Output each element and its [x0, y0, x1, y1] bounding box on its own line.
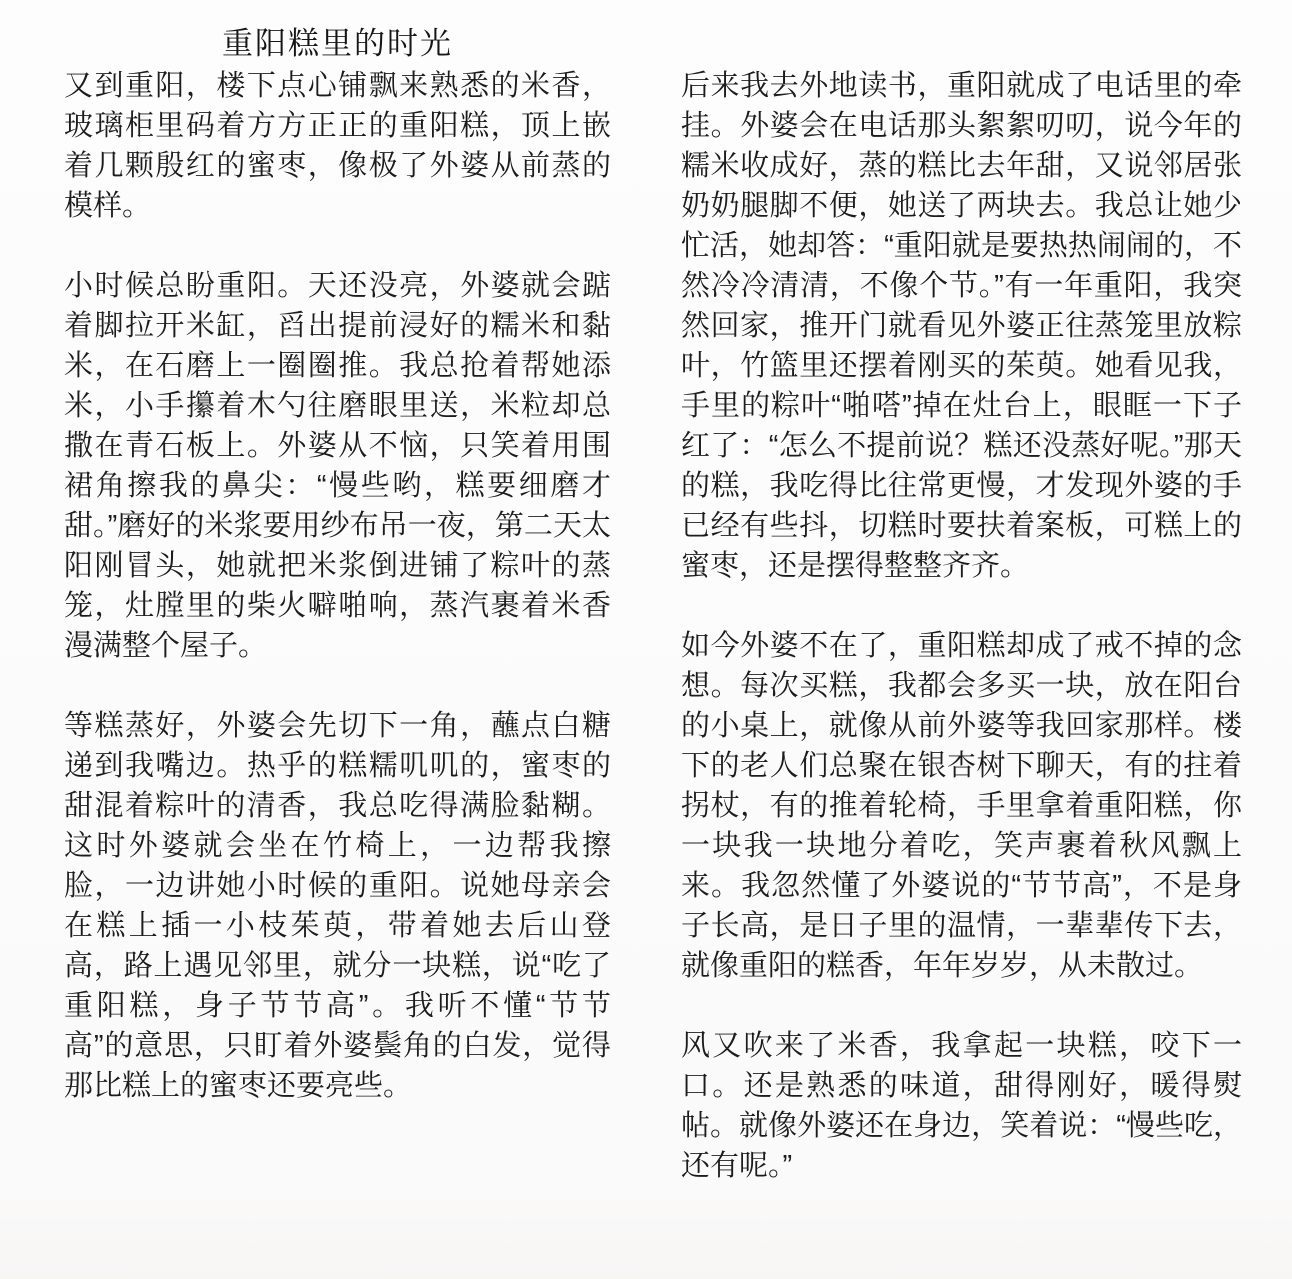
right-column: [681, 22, 1242, 1279]
essay-title: 重阳糕里的时光: [222, 26, 453, 61]
right-paragraph-2: 如今外婆不在了，重阳糕却成了戒不掉的念想。每次买糕，我都会多买一块，放在阳台的小桌上，就像从前外婆等我回家那样。楼下的老人们总聚在银杏树下聊天，有的拄着拐杖，有的推着轮椅，手里拿着重阳糕，你一块我一块地分着吃，笑声裹着秋风飘上来。我忽然懂了外婆说的“节节高”，不是身子长高，是日子里的温情，一辈辈传下去，就像重阳的糕香，年年岁岁，从未散过。: [681, 630, 1242, 982]
left-paragraph-3: 等糕蒸好，外婆会先切下一角，蘸点白糖递到我嘴边。热乎的糕糯叽叽的，蜜枣的甜混着粽叶的清香，我总吃得满脸黏糊。这时外婆就会坐在竹椅上，一边帮我擦脸，一边讲她小时候的重阳。说她母亲会在糕上插一小枝茱萸，带着她去后山登高，路上遇见邻里，就分一块糕，说“吃了重阳糕，身子节节高”。我听不懂“节节高”的意思，只盯着外婆鬓角的白发，觉得那比糕上的蜜枣还要亮些。: [64, 710, 612, 1102]
left-paragraph-1: 又到重阳，楼下点心铺飘来熟悉的米香，玻璃柜里码着方方正正的重阳糕，顶上嵌着几颗殷红的蜜枣，像极了外婆从前蒸的模样。: [64, 70, 612, 222]
right-paragraph-3: 风又吹来了米香，我拿起一块糕，咬下一口。还是熟悉的味道，甜得刚好，暖得熨帖。就像外婆还在身边，笑着说：“慢些吃，还有呢。”: [681, 1030, 1242, 1182]
right-paragraph-1: 后来我去外地读书，重阳就成了电话里的牵挂。外婆会在电话那头絮絮叨叨，说今年的糯米收成好，蒸的糕比去年甜，又说邻居张奶奶腿脚不便，她送了两块去。我总让她少忙活，她却答：“重阳就是要热热闹闹的，不然冷冷清清，不像个节。”有一年重阳，我突然回家，推开门就看见外婆正往蒸笼里放粽叶，竹篮里还摆着刚买的茱萸。她看见我，手里的粽叶“啪嗒”掉在灶台上，眼眶一下子红了：“怎么不提前说？糕还没蒸好呢。”那天的糕，我吃得比往常更慢，才发现外婆的手已经有些抖，切糕时要扶着案板，可糕上的蜜枣，还是摆得整整齐齐。: [681, 70, 1242, 582]
left-paragraph-2: 小时候总盼重阳。天还没亮，外婆就会踮着脚拉开米缸，舀出提前浸好的糯米和黏米，在石磨上一圈圈推。我总抢着帮她添米，小手攥着木勺往磨眼里送，米粒却总撒在青石板上。外婆从不恼，只笑着用围裙角擦我的鼻尖：“慢些哟，糕要细磨才甜。”磨好的米浆要用纱布吊一夜，第二天太阳刚冒头，她就把米浆倒进铺了粽叶的蒸笼，灶膛里的柴火噼啪响，蒸汽裹着米香漫满整个屋子。: [64, 270, 612, 662]
left-column: [64, 22, 611, 1279]
